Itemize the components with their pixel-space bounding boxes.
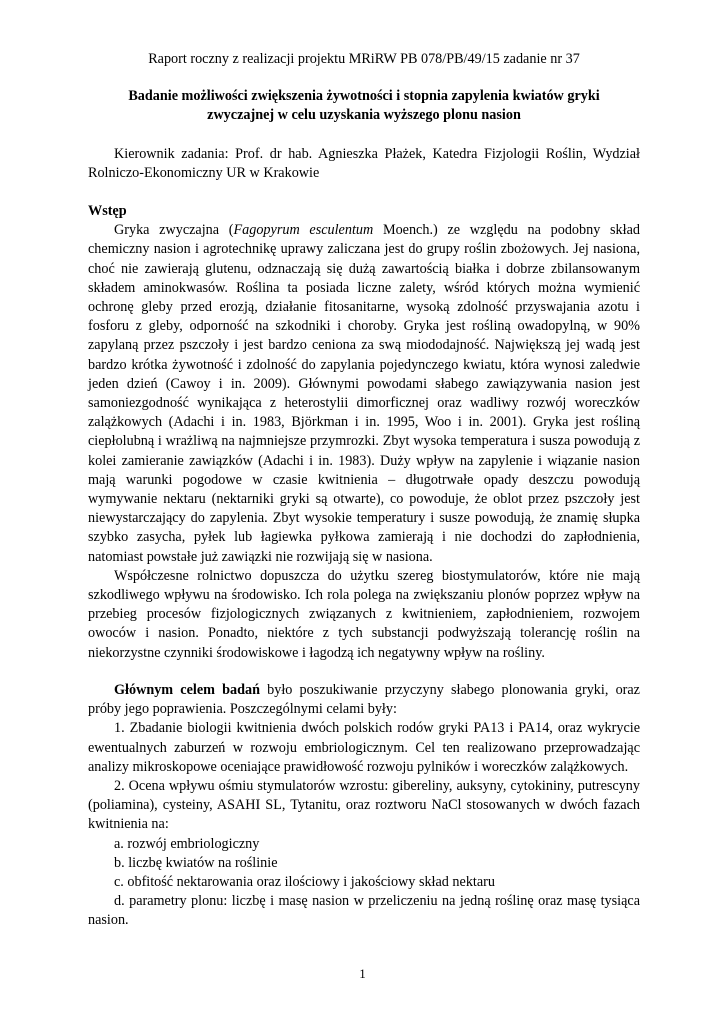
title-line-2: zwyczajnej w celu uzyskania wyższego plonu nasion [207,107,521,124]
title-line-1: Badanie możliwości zwiększenia żywotności i stopnia zapylenia kwiatów gryki [128,88,600,105]
intro-heading: Wstęp [88,203,127,220]
sub-item-a: a. rozwój embriologiczny [114,835,260,852]
intro-paragraph-1 [88,221,640,567]
latin-name: Fagopyrum esculentum [233,222,374,239]
goal-bold: Głównym celem badań [114,681,260,698]
sub-item-b: b. liczbę kwiatów na roślinie [114,854,278,871]
intro-paragraph-2: Współczesne rolnictwo dopuszcza do użytku szereg biostymulatorów, które nie mają szkodliwego wpływu na środowisko. Ich rola polega na zwiększaniu plonów poprzez wpływ na przebieg procesów fizjologicznych związanych z kwitnieniem, zapłodnieniem, rozwojem owoców i nasion. Ponadto, niektóre z tych substancji podwyższają tolerancję roślin na niekorzystne czynniki środowiskowe i łagodzą ich negatywny wpływ na rośliny. [88,567,640,661]
goal-rest: było poszukiwanie przyczyny słabego plonowania gryki, oraz próby jego poprawienia. Poszczególnymi celami były: [88,681,640,718]
report-header: Raport roczny z realizacji projektu MRiRW PB 078/PB/49/15 zadanie nr 37 [148,51,580,67]
goal-item-2: 2. Ocena wpływu ośmiu stymulatorów wzrostu: gibereliny, auksyny, cytokininy, putrescyny (poliamina), cysteiny, ASAHI SL, Tytanitu, oraz roztworu NaCl stosowanych w dwóch fazach kwitnienia na: [88,777,640,833]
page-number: 1 [359,966,366,981]
intro-p1-start: Gryka zwyczajna ( [114,222,234,239]
task-manager: Kierownik zadania: Prof. dr hab. Agnieszka Płażek, Katedra Fizjologii Roślin, Wydział Rolniczo-Ekonomiczny UR w Krakowie [88,145,640,181]
document-title [88,87,640,125]
sub-item-c: c. obfitość nektarowania oraz ilościowy i jakościowy skład nektaru [114,873,495,890]
intro-p1-rest: Moench.) ze względu na podobny skład chemiczny nasion i agrotechnikę uprawy zaliczana jest do grupy roślin zbożowych. Jej nasiona, choć nie zawierają glutenu, odznaczają się dużą zawartością białka i dobrze zbilansowanym składem aminokwasów. Roślina ta posiada liczne zalety, wśród których można wymienić ochronę gleby przed erozją, działanie fitosanitarne, wysoką zdolność przyswajania azotu i fosforu z gleby, odporność na szkodniki i choroby. Gryka jest rośliną owadopylną, w 90% zapylaną przez pszczoły i jest bardzo ceniona za swą miododajność. Największą jej wadą jest bardzo krótka żywotność i zdolność do zapylania pojedynczego kwiatu, która wynosi zaledwie jeden dzień (Cawoy i in. 2009). Głównymi powodami słabego zawiązywania nasion jest samoniezgodność wynikająca z heterostylii dimorficznej oraz wadliwy rozwój woreczków zalążkowych (Adachi i in. 1983, Björkman i in. 1995, Woo i in. 2001). Gryka jest rośliną ciepłolubną i wrażliwą na najmniejsze przymrozki. Zbyt wysoka temperatura i susza powodują z kolei zamieranie zawiązków (Adachi i in. 1983). Duży wpływ na zapylenie i wiązanie nasion mają warunki pogodowe w czasie kwitnienia – długotrwałe opady deszczu powodują wymywanie nektaru (nektarniki gryki są otwarte), co powoduje, że oblot przez pszczoły jest niewystarczający do zapylenia. Zbyt wysokie temperatury i susze powodują, że znamię słupka szybko zasycha, pyłek lub łagiewka pyłkowa zamierają i nie dochodzi do zapłodnienia, natomiast powstałe już zawiązki nie rozwijają się w nasiona. [88,222,640,565]
sub-item-d: d. parametry plonu: liczbę i masę nasion w przeliczeniu na jedną roślinę oraz masę tysiąca nasion. [88,893,640,929]
goal-item-1: 1. Zbadanie biologii kwitnienia dwóch polskich rodów gryki PA13 i PA14, oraz wykrycie ewentualnych zaburzeń w rozwoju embriologicznym. Cel ten realizowano przeprowadzając analizy mikroskopowe oceniające prawidłowość rozwoju pylników i woreczków zalążkowych. [88,720,640,775]
goal-paragraph [88,681,640,719]
document-page [88,50,640,931]
